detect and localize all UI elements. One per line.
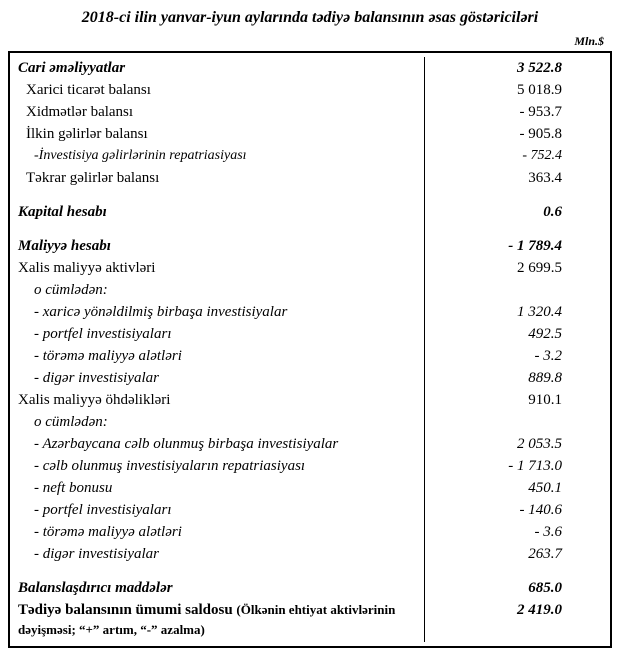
row-label: Təkrar gəlirlər balansı bbox=[26, 170, 160, 186]
row-label: Xidmətlər balansı bbox=[26, 104, 134, 120]
row-label bbox=[10, 599, 424, 642]
table-row bbox=[10, 543, 610, 565]
table-row bbox=[10, 477, 610, 499]
row-label: - portfel investisiyaları bbox=[34, 502, 172, 518]
table-row bbox=[10, 279, 610, 301]
table-row bbox=[10, 521, 610, 543]
row-label: Cari əməliyyatlar bbox=[18, 60, 126, 76]
row-value: 910.1 bbox=[424, 389, 610, 411]
row-value: - 3.6 bbox=[424, 521, 610, 543]
table-row bbox=[10, 455, 610, 477]
row-label: Balanslaşdırıcı maddələr bbox=[18, 580, 173, 596]
unit-label: Mln.$ bbox=[574, 34, 604, 48]
row-label: - törəmə maliyyə alətləri bbox=[34, 524, 182, 540]
table-row bbox=[10, 167, 610, 189]
table-row bbox=[10, 145, 610, 167]
row-value: 1 320.4 bbox=[424, 301, 610, 323]
row-value: - 140.6 bbox=[424, 499, 610, 521]
table-row bbox=[10, 499, 610, 521]
row-label: - neft bonusu bbox=[34, 480, 113, 496]
row-label bbox=[10, 565, 424, 577]
table-row bbox=[10, 599, 610, 642]
row-value bbox=[424, 565, 610, 577]
row-label: o cümlədən: bbox=[34, 282, 108, 298]
row-value bbox=[424, 411, 610, 433]
table-row bbox=[10, 345, 610, 367]
row-label: İlkin gəlirlər balansı bbox=[26, 126, 148, 142]
row-label bbox=[10, 223, 424, 235]
row-value: 2 053.5 bbox=[424, 433, 610, 455]
row-label: o cümlədən: bbox=[34, 414, 108, 430]
row-value: - 953.7 bbox=[424, 101, 610, 123]
row-value: - 752.4 bbox=[424, 145, 610, 167]
row-label: Xarici ticarət balansı bbox=[26, 82, 151, 98]
row-value: 2 699.5 bbox=[424, 257, 610, 279]
row-value: - 1 713.0 bbox=[424, 455, 610, 477]
row-value bbox=[424, 279, 610, 301]
table-row bbox=[10, 201, 610, 223]
row-label: -İnvestisiya gəlirlərinin repatriasiyası bbox=[34, 148, 247, 163]
row-label: - digər investisiyalar bbox=[34, 546, 159, 562]
row-value: 685.0 bbox=[424, 577, 610, 599]
row-value: 3 522.8 bbox=[424, 57, 610, 79]
row-value: 5 018.9 bbox=[424, 79, 610, 101]
row-label: - xaricə yönəldilmiş birbaşa investisiyalar bbox=[34, 304, 288, 320]
table-row bbox=[10, 101, 610, 123]
table-row bbox=[10, 367, 610, 389]
row-value: 450.1 bbox=[424, 477, 610, 499]
row-label: - törəmə maliyyə alətləri bbox=[34, 348, 182, 364]
table-row bbox=[10, 433, 610, 455]
table-row bbox=[10, 57, 610, 79]
page-title: 2018-ci ilin yanvar-iyun aylarında tədiyə balansının əsas göstəriciləri bbox=[81, 9, 539, 26]
table-row bbox=[10, 411, 610, 433]
table-row bbox=[10, 257, 610, 279]
total-label-note: (Ölkənin ehtiyat aktivlərinin dəyişməsi; “+” artım, “-” azalma) bbox=[18, 602, 396, 637]
row-value: - 3.2 bbox=[424, 345, 610, 367]
table-row bbox=[10, 123, 610, 145]
row-value: 889.8 bbox=[424, 367, 610, 389]
row-value: - 905.8 bbox=[424, 123, 610, 145]
table-row bbox=[10, 79, 610, 101]
row-value: 0.6 bbox=[424, 201, 610, 223]
total-label-main: Tədiyə balansının ümumi saldosu bbox=[18, 602, 237, 618]
row-value: 492.5 bbox=[424, 323, 610, 345]
row-label: Xalis maliyyə öhdəlikləri bbox=[18, 392, 171, 408]
table-row bbox=[10, 235, 610, 257]
row-value bbox=[424, 189, 610, 201]
table-row bbox=[10, 389, 610, 411]
row-label: - portfel investisiyaları bbox=[34, 326, 172, 342]
bop-table bbox=[8, 51, 612, 648]
row-label bbox=[10, 189, 424, 201]
table-row bbox=[10, 577, 610, 599]
spacer-row bbox=[10, 223, 610, 235]
table-row bbox=[10, 323, 610, 345]
row-label: - Azərbaycana cəlb olunmuş birbaşa investisiyalar bbox=[34, 436, 339, 452]
row-label: - cəlb olunmuş investisiyaların repatriasiyası bbox=[34, 458, 306, 474]
row-value: 363.4 bbox=[424, 167, 610, 189]
row-label: Maliyyə hesabı bbox=[18, 238, 111, 254]
row-value: - 1 789.4 bbox=[424, 235, 610, 257]
spacer-row bbox=[10, 565, 610, 577]
row-value bbox=[424, 223, 610, 235]
row-value: 263.7 bbox=[424, 543, 610, 565]
row-label: Xalis maliyyə aktivləri bbox=[18, 260, 156, 276]
table-row bbox=[10, 301, 610, 323]
spacer-row bbox=[10, 189, 610, 201]
row-label: Kapital hesabı bbox=[18, 204, 107, 220]
row-value: 2 419.0 bbox=[424, 599, 610, 642]
row-label: - digər investisiyalar bbox=[34, 370, 159, 386]
